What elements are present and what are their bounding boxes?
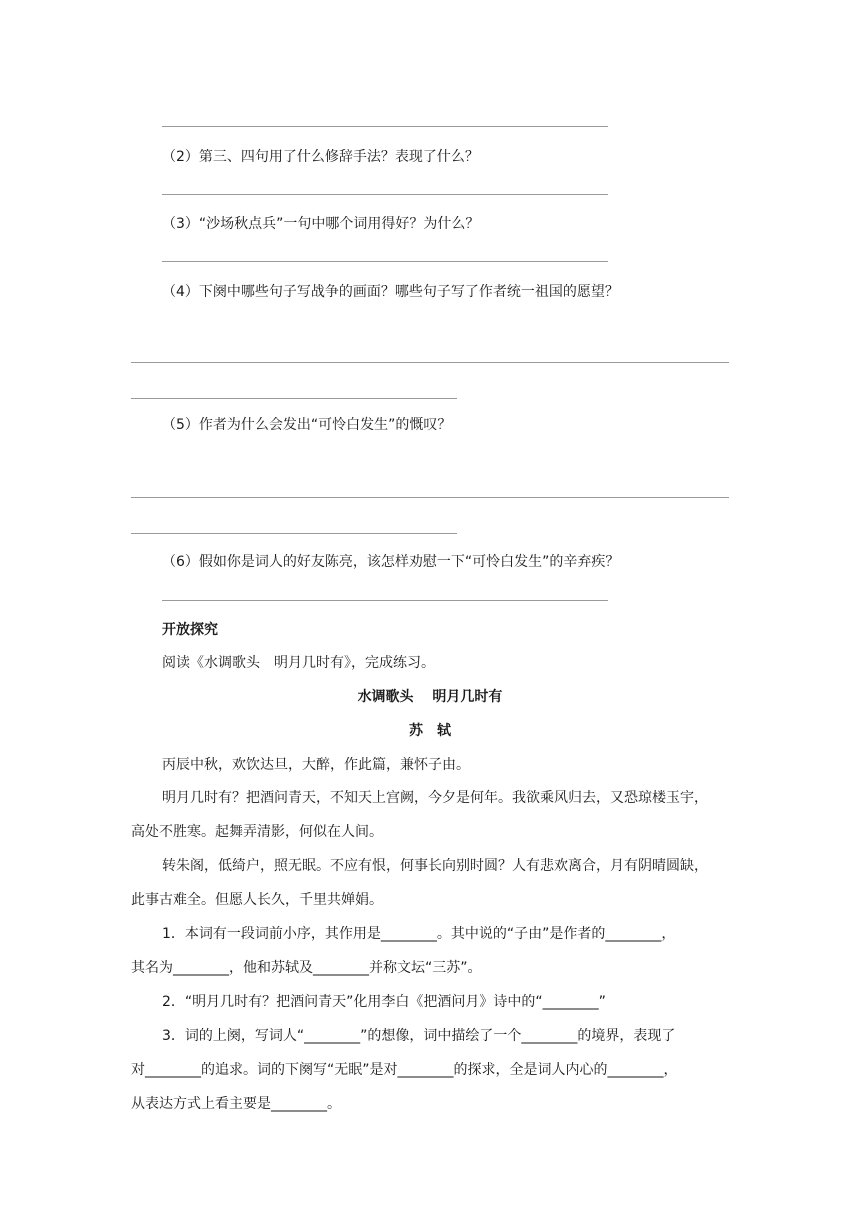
section-intro: 阅读《水调歌头 明月几时有》，完成练习。 xyxy=(162,655,435,671)
answer-line xyxy=(162,126,608,127)
exercise-3-line-3: 从表达方式上看主要是________。 xyxy=(131,1096,341,1112)
poem-preface: 丙辰中秋，欢饮达旦，大醉，作此篇，兼怀子由。 xyxy=(162,757,470,773)
answer-line xyxy=(162,261,608,262)
poem-author: 苏 轼 xyxy=(409,723,451,739)
exercise-1-line-2: 其名为________，他和苏轼及________并称文坛“三苏”。 xyxy=(131,960,482,976)
answer-line xyxy=(162,600,608,601)
question-6: （6）假如你是词人的好友陈亮，该怎样劝慰一下“可怜白发生”的辛弃疾？ xyxy=(162,554,620,570)
exercise-3-line-1: 3．词的上阕，写词人“________”的想像，词中描绘了一个________的境界，表现了 xyxy=(162,1028,676,1044)
exercise-2-line-1: 2．“明月几时有？把酒问青天”化用李白《把酒问月》诗中的“________” xyxy=(162,994,606,1010)
poem-stanza-1-line-2: 高处不胜寒。起舞弄清影，何似在人间。 xyxy=(131,824,383,840)
answer-line xyxy=(162,194,608,195)
exercise-1-line-1: 1．本词有一段词前小序，其作用是________。其中说的“子由”是作者的________， xyxy=(162,926,676,942)
poem-stanza-2-line-1: 转朱阁，低绮户，照无眠。不应有恨，何事长向别时圆？人有悲欢离合，月有阴晴圆缺， xyxy=(162,858,708,874)
question-5: （5）作者为什么会发出“可怜白发生”的慨叹？ xyxy=(162,417,452,433)
poem-stanza-1-line-1: 明月几时有？把酒问青天，不知天上宫阙，今夕是何年。我欲乘风归去，又恐琼楼玉宇， xyxy=(162,790,708,806)
poem-title: 水调歌头 明月几时有 xyxy=(357,689,503,705)
answer-line xyxy=(131,533,457,534)
answer-line xyxy=(131,362,729,363)
exercise-3-line-2: 对________的追求。词的下阕写“无眠”是对________的探求，全是词人内心的________， xyxy=(131,1062,678,1078)
answer-line xyxy=(131,398,457,399)
poem-stanza-2-line-2: 此事古难全。但愿人长久，千里共婵娟。 xyxy=(131,892,383,908)
section-heading: 开放探究 xyxy=(162,622,218,638)
answer-line xyxy=(131,497,729,498)
question-2: （2）第三、四句用了什么修辞手法？表现了什么？ xyxy=(162,149,479,165)
question-3: （3）“沙场秋点兵”一句中哪个词用得好？为什么？ xyxy=(162,216,480,232)
question-4: （4）下阕中哪些句子写战争的画面？哪些句子写了作者统一祖国的愿望？ xyxy=(162,284,619,300)
